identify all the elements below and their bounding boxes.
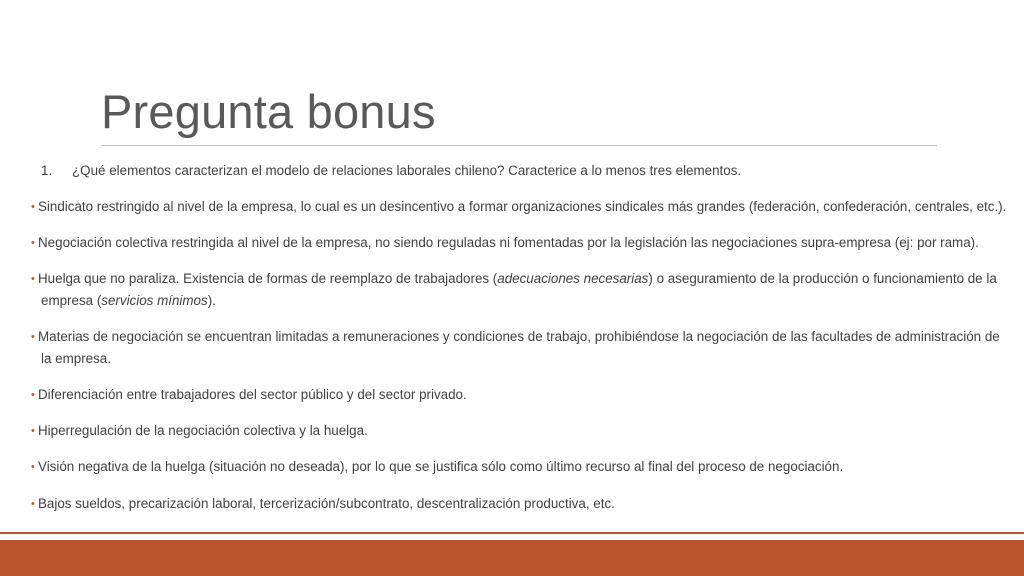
bullet-text: Negociación colectiva restringida al nivel de la empresa, no siendo reguladas ni fomentadas por la legislación las negociaciones supra-empresa (ej: por rama). [38, 235, 979, 250]
bullet-item-2 [31, 232, 1024, 254]
bullet-icon: • [31, 237, 35, 249]
bullet-item-7 [31, 456, 1024, 478]
bullet-text: Diferenciación entre trabajadores del sector público y del sector privado. [38, 387, 467, 402]
footer-accent-line [0, 532, 1024, 534]
bullet-text: Bajos sueldos, precarización laboral, tercerización/subcontrato, descentralización productiva, etc. [38, 496, 615, 511]
bullet-text-part: empresa ( [41, 293, 102, 308]
bullet-text-part: ) o aseguramiento de la producción o funcionamiento de la [648, 271, 997, 286]
bullet-icon: • [31, 461, 35, 473]
bullet-text: Sindicato restringido al nivel de la empresa, lo cual es un desincentivo a formar organizaciones sindicales más grandes (federación, confederación, centrales, etc.). [38, 199, 1007, 214]
question-number: 1. [41, 163, 53, 178]
bullet-text: Hiperregulación de la negociación colectiva y la huelga. [38, 423, 368, 438]
bullet-item-6 [31, 420, 1024, 442]
bullet-text: Visión negativa de la huelga (situación no deseada), por lo que se justifica sólo como último recurso al final del proceso de negociación. [38, 459, 844, 474]
question-item [41, 160, 741, 181]
bullet-continuation: la empresa. [41, 351, 111, 366]
bullet-text: Materias de negociación se encuentran limitadas a remuneraciones y condiciones de trabajo, prohibiéndose la negociación de las facultades de administración de [38, 329, 1000, 344]
bullet-icon: • [31, 273, 35, 285]
bullet-icon: • [31, 389, 35, 401]
bullet-text-italic: servicios mínimos [101, 293, 208, 308]
bullet-icon: • [31, 498, 35, 510]
bullet-item-8 [31, 493, 1024, 515]
bullet-item-5 [31, 384, 1024, 406]
bullet-item-1 [31, 196, 1024, 218]
bullet-text-part: ). [207, 293, 216, 308]
footer-accent-bar [0, 540, 1024, 576]
bullet-icon: • [31, 331, 35, 343]
bullet-item-4 [31, 326, 1024, 369]
bullet-icon: • [31, 425, 35, 437]
bullet-icon: • [31, 201, 35, 213]
slide-title: Pregunta bonus [101, 85, 436, 138]
bullet-continuation [41, 290, 1024, 311]
bullet-text-italic: adecuaciones necesarias [497, 271, 649, 286]
question-text: ¿Qué elementos caracterizan el modelo de relaciones laborales chileno? Caracterice a lo menos tres elementos. [72, 163, 742, 178]
title-divider [101, 145, 937, 146]
bullet-text-part: Huelga que no paraliza. Existencia de formas de reemplazo de trabajadores ( [38, 271, 498, 286]
bullet-item-3 [31, 268, 1024, 311]
